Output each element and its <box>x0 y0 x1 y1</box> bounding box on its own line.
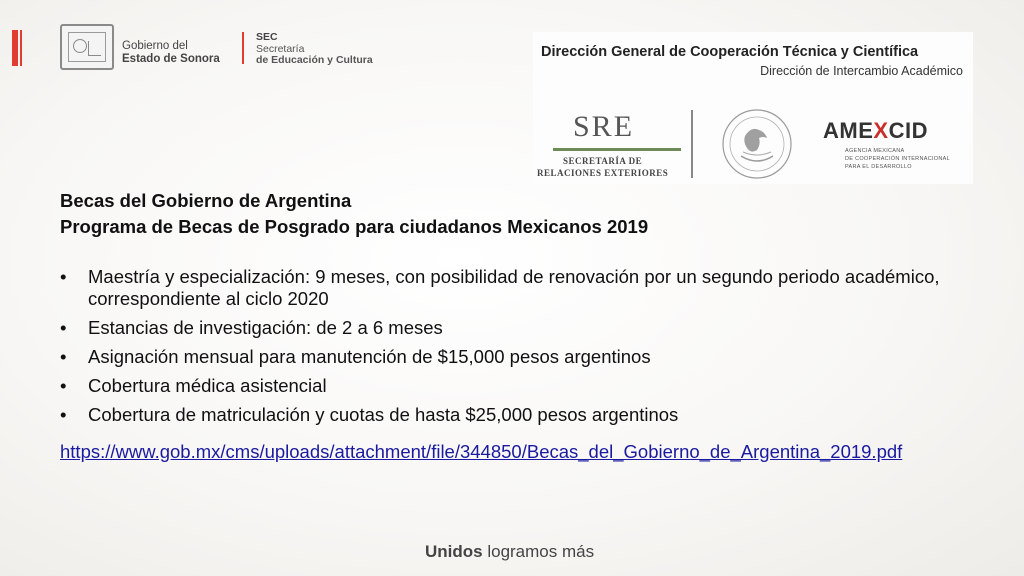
sre-letters: SRE <box>573 110 635 143</box>
amexcid-wordmark <box>823 118 928 144</box>
sec-line-2: Secretaría <box>256 42 305 55</box>
amexcid-logo <box>823 118 969 182</box>
banner-divider <box>691 110 693 178</box>
slide-content <box>60 188 970 463</box>
benefit-item: • Estancias de investigación: de 2 a 6 meses <box>60 317 970 339</box>
amexcid-word-b: CID <box>888 118 928 143</box>
amexcid-line-1: AGENCIA MEXICANA <box>845 148 905 154</box>
sec-line-3: de Educación y Cultura <box>256 54 373 66</box>
sre-underline <box>553 148 681 151</box>
sre-line-1: SECRETARÍA DE <box>563 156 643 166</box>
sre-logo <box>533 110 683 182</box>
cooperation-banner <box>533 32 973 184</box>
sre-line-2: RELACIONES EXTERIORES <box>537 168 669 178</box>
scholarship-pdf-link[interactable]: https://www.gob.mx/cms/uploads/attachment/file/344850/Becas_del_Gobierno_de_Argentina_2019.pdf <box>60 441 903 462</box>
sonora-coat-of-arms-logo <box>60 24 114 70</box>
gov-line-2: Estado de Sonora <box>122 53 220 65</box>
sec-divider <box>242 32 244 64</box>
banner-subtitle: Dirección de Intercambio Académico <box>760 64 963 78</box>
amexcid-word-x: X <box>873 118 889 143</box>
slide-subtitle: Programa de Becas de Posgrado para ciudadanos Mexicanos 2019 <box>60 216 649 237</box>
benefit-item: • Maestría y especialización: 9 meses, con posibilidad de renovación por un segundo periodo académico, correspondiente al ciclo 2020 <box>60 266 970 310</box>
amexcid-line-2: DE COOPERACIÓN INTERNACIONAL <box>845 156 950 162</box>
slogan-rest: logramos más <box>482 542 595 561</box>
slide-title: Becas del Gobierno de Argentina <box>60 190 352 211</box>
benefits-list <box>60 266 970 426</box>
benefit-item: • Cobertura médica asistencial <box>60 375 970 397</box>
sec-label <box>256 32 373 67</box>
slogan-bold: Unidos <box>425 542 483 561</box>
footer-slogan <box>425 542 594 562</box>
red-accent-bar <box>12 30 18 66</box>
sec-line-1: SEC <box>256 31 278 43</box>
amexcid-word-a: AME <box>823 118 874 143</box>
benefit-item: • Cobertura de matriculación y cuotas de hasta $25,000 pesos argentinos <box>60 404 970 426</box>
amexcid-line-3: PARA EL DESARROLLO <box>845 164 912 170</box>
red-accent-bar-thin <box>20 30 22 66</box>
mexico-seal-icon <box>721 106 793 182</box>
gov-line-1: Gobierno del <box>122 40 188 52</box>
gobierno-sonora-label <box>122 40 220 66</box>
banner-title: Dirección General de Cooperación Técnica y Científica <box>541 44 919 60</box>
benefit-item: • Asignación mensual para manutención de $15,000 pesos argentinos <box>60 346 970 368</box>
